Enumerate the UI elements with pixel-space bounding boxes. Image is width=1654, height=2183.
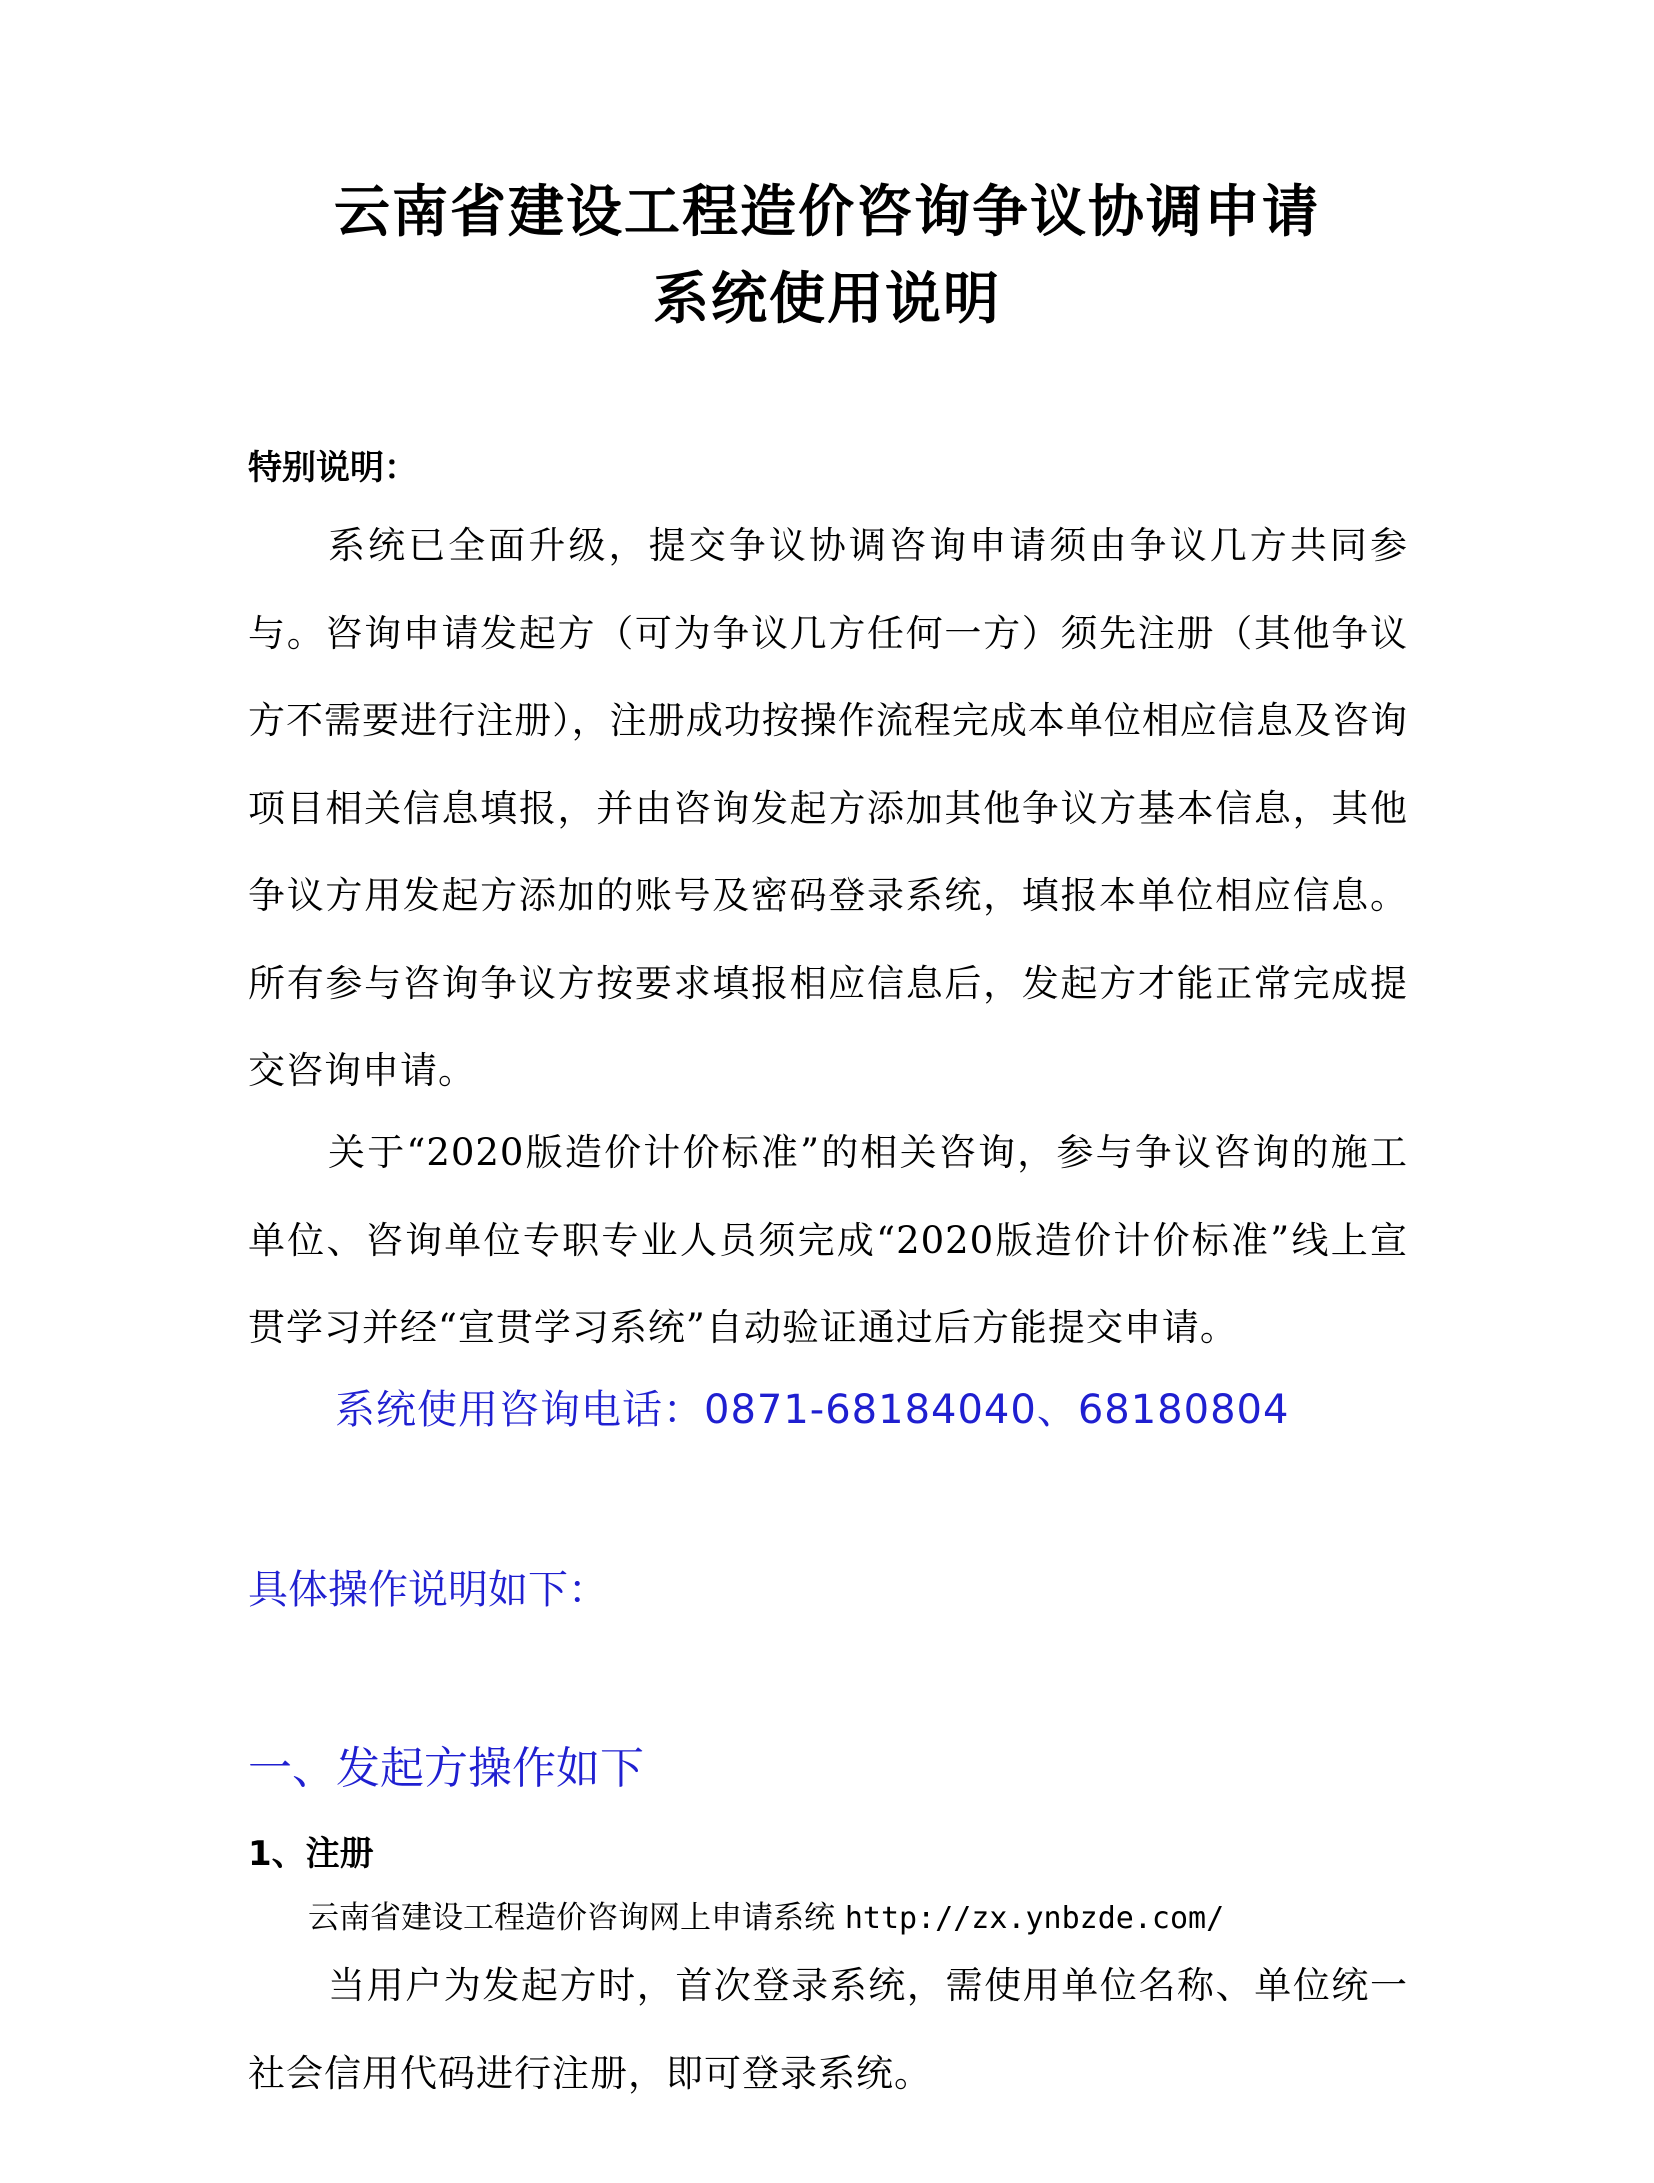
step-1-register-heading: 1、注册 — [248, 1834, 374, 1874]
system-name: 云南省建设工程造价咨询网上申请系统 — [308, 1900, 835, 1936]
system-url-line — [308, 1892, 1224, 1937]
standard-2020-paragraph: 关于“2020版造价计价标准”的相关咨询，参与争议咨询的施工单位、咨询单位专职专业人员须完成“2020版造价计价标准”线上宣贯学习并经“宣贯学习系统”自动验证通过后方能提交申请。 — [248, 1131, 1408, 1349]
document-title-line-1: 云南省建设工程造价咨询争议协调申请 — [334, 180, 1320, 245]
special-note-paragraph: 系统已全面升级，提交争议协调咨询申请须由争议几方共同参与。咨询申请发起方（可为争议几方任何一方）须先注册（其他争议方不需要进行注册），注册成功按操作流程完成本单位相应信息及咨询项目相关信息填报，并由咨询发起方添加其他争议方基本信息，其他争议方用发起方添加的账号及密码登录系统，填报本单位相应信息。所有参与咨询争议方按要求填报相应信息后，发起方才能正常完成提交咨询申请。 — [248, 524, 1408, 1092]
operations-intro-heading: 具体操作说明如下： — [248, 1567, 608, 1613]
register-instructions-paragraph: 当用户为发起方时，首次登录系统，需使用单位名称、单位统一社会信用代码进行注册，即可登录系统。 — [248, 1964, 1408, 2095]
support-phone-line: 系统使用咨询电话：0871-68184040、68180804 — [335, 1387, 1290, 1433]
system-url-link[interactable]: http://zx.ynbzde.com/ — [844, 1901, 1225, 1936]
section-1-heading: 一、发起方操作如下 — [248, 1743, 644, 1794]
document-title-line-2: 系统使用说明 — [653, 267, 1001, 332]
special-note-label: 特别说明： — [248, 448, 418, 488]
